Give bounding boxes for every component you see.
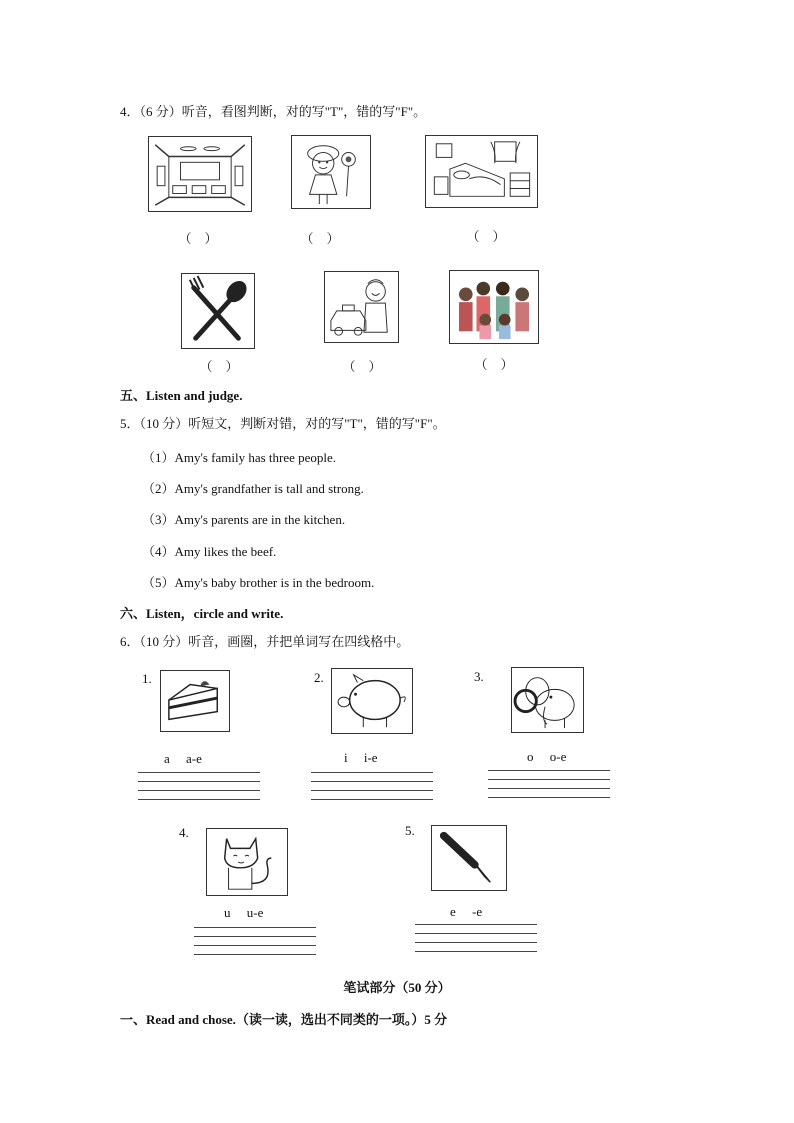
taxi-picture [324, 271, 399, 343]
classroom-picture [148, 136, 252, 212]
four-line-grid[interactable] [488, 762, 610, 798]
pig-icon [332, 669, 412, 733]
cake-icon [161, 671, 229, 731]
elephant-icon [512, 668, 583, 732]
spelling-choice[interactable]: i i-e [344, 750, 378, 765]
spelling-choice[interactable]: o o-e [527, 749, 567, 764]
q5-prompt: 5．（10 分）听短文，判断对错，对的写"T"，错的写"F"。 [120, 416, 446, 431]
written-section1-heading: 一、Read and chose.（读一读，选出不同类的一项。）5 分 [120, 1012, 448, 1027]
answer-paren[interactable]: （ ） [474, 357, 514, 372]
taxi-driver-icon [325, 272, 398, 342]
q4-prompt: 4．（6 分）听音，看图判断，对的写"T"，错的写"F"。 [120, 104, 427, 119]
statement-item: （5）Amy's baby brother is in the bedroom. [142, 575, 375, 590]
classroom-icon [149, 137, 251, 211]
pen-icon [432, 826, 506, 890]
answer-paren[interactable]: （ ） [342, 359, 382, 374]
statement-item: （1）Amy's family has three people. [142, 450, 337, 465]
bedroom-icon [426, 136, 537, 207]
statement-item: （2）Amy's grandfather is tall and strong. [142, 481, 364, 496]
statement-item: （3）Amy's parents are in the kitchen. [142, 512, 346, 527]
four-line-grid[interactable] [311, 764, 433, 800]
item-number: 5. [405, 823, 415, 838]
section5-heading: 五、Listen and judge. [120, 388, 243, 403]
written-section-title: 笔试部分（50 分） [343, 980, 451, 995]
q6-prompt: 6．（10 分）听音，画圈，并把单词写在四线格中。 [120, 634, 410, 649]
family-picture [449, 270, 539, 344]
spelling-choice[interactable]: e -e [450, 904, 483, 919]
four-line-grid[interactable] [138, 764, 260, 800]
spelling-choice[interactable]: u u-e [224, 905, 264, 920]
cat-icon [207, 829, 287, 895]
girl-picture [291, 135, 371, 209]
cake-picture [160, 670, 230, 732]
family-photo-icon [450, 271, 538, 343]
item-number: 1. [142, 671, 152, 686]
item-number: 4. [179, 825, 189, 840]
spelling-choice[interactable]: a a-e [164, 751, 202, 766]
pen-picture [431, 825, 507, 891]
fork-and-spoon-icon [182, 274, 254, 348]
pig-picture [331, 668, 413, 734]
utensils-picture [181, 273, 255, 349]
item-number: 2. [314, 670, 324, 685]
statement-item: （4）Amy likes the beef. [142, 544, 277, 559]
four-line-grid[interactable] [415, 916, 537, 952]
cat-picture [206, 828, 288, 896]
four-line-grid[interactable] [194, 919, 316, 955]
answer-paren[interactable]: （ ） [466, 229, 506, 244]
answer-paren[interactable]: （ ） [199, 359, 239, 374]
girl-with-sunflower-icon [292, 136, 370, 208]
bedroom-picture [425, 135, 538, 208]
section6-heading: 六、Listen，circle and write. [120, 606, 284, 621]
answer-paren[interactable]: （ ） [178, 231, 218, 246]
answer-paren[interactable]: （ ） [300, 231, 340, 246]
elephant-picture [511, 667, 584, 733]
item-number: 3. [474, 669, 484, 684]
